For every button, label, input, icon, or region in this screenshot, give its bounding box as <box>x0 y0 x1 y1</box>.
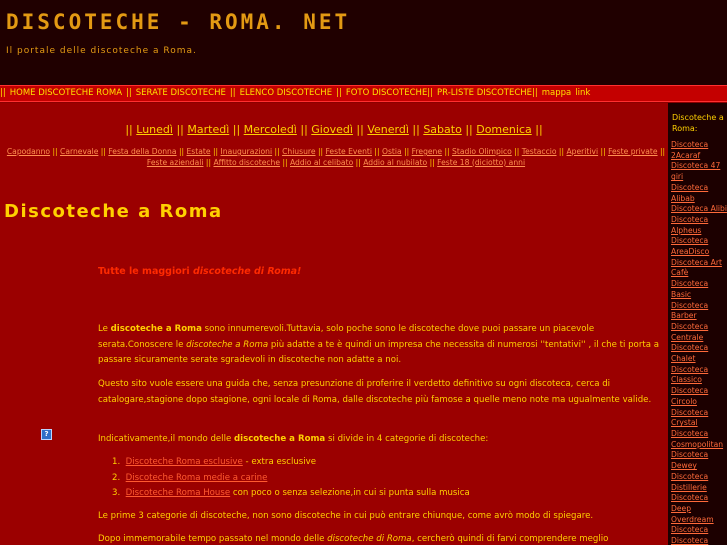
sidebar-item <box>671 161 727 182</box>
list-number: 3. <box>112 488 121 498</box>
sidebar-link[interactable]: Discoteca 2Acaraf <box>671 140 709 160</box>
sidebar-item <box>671 258 727 279</box>
event-link[interactable]: Capodanno <box>6 147 51 156</box>
event-separator: || <box>558 147 565 156</box>
intro-text-2: sono innumerevoli.Tuttavia, solo poche sono le discoteche dove puoi passare un piacevole serata.Conoscere le <box>98 324 595 350</box>
event-separator: || <box>205 157 212 167</box>
event-link[interactable]: Festa della Donna <box>108 147 177 156</box>
day-link[interactable]: Lunedì <box>136 123 173 136</box>
sidebar-link[interactable]: Discoteca Classico <box>671 364 709 385</box>
nav-link[interactable]: SERATE DISCOTECHE <box>135 88 226 98</box>
event-link[interactable]: Testaccio <box>521 147 557 156</box>
nav-link[interactable]: HOME DISCOTECHE ROMA <box>9 88 123 98</box>
day-separator: || <box>176 123 184 136</box>
closing-text-1: Dopo immemorabile tempo passato nel mondo delle <box>98 534 328 544</box>
weekday-nav <box>0 123 668 136</box>
event-separator: || <box>404 147 410 156</box>
categories-intro-paragraph <box>98 432 668 448</box>
intro-text-3: più adatte a te è quindi un impresa che necessita di numerosi ''tentativi'' , il che ti porta a passare sicuramente serate sgradevoli in discoteche non adatte a noi. <box>98 339 659 365</box>
nav-separator: || <box>126 88 132 98</box>
day-separator: || <box>535 123 543 136</box>
main-content <box>0 103 668 545</box>
categories-text-2: si divide in 4 categorie di discoteche: <box>325 434 489 444</box>
list-description: - extra esclusive <box>242 457 317 467</box>
category-link[interactable]: Discoteche Roma House <box>125 488 231 498</box>
day-separator: || <box>125 123 133 136</box>
sidebar-link[interactable]: Discoteca Centrale <box>671 321 709 342</box>
sidebar-item <box>671 183 727 204</box>
day-separator: || <box>356 123 364 136</box>
event-link[interactable]: Stadio Olimpico <box>452 147 512 156</box>
list-item <box>112 486 470 502</box>
sidebar-link[interactable]: Discoteca Cosmopolitan <box>671 428 724 449</box>
nav-link[interactable]: PR-LISTE DISCOTECHE|| <box>437 88 538 98</box>
day-link[interactable]: Martedì <box>187 123 230 136</box>
event-link[interactable]: Affitto discoteche <box>213 157 281 167</box>
day-separator: || <box>412 123 420 136</box>
categories-bold: discoteche a Roma <box>233 434 326 444</box>
day-link[interactable]: Mercoledì <box>243 123 297 136</box>
event-separator: || <box>282 157 288 167</box>
nav-separator: || <box>0 88 6 98</box>
site-subtitle: Il portale delle discoteche a Roma. <box>6 46 197 56</box>
closing-italic: discoteche di Roma <box>327 534 412 544</box>
event-separator: || <box>100 147 106 156</box>
sidebar-item <box>671 408 727 429</box>
nav-link[interactable]: mappa <box>541 88 572 98</box>
tagline-italic: discoteche di Roma! <box>192 266 302 277</box>
event-link[interactable]: Aperitivi <box>566 147 599 156</box>
day-link[interactable]: Venerdì <box>367 123 409 136</box>
sidebar-item <box>671 236 727 257</box>
day-link[interactable]: Domenica <box>476 123 532 136</box>
event-separator: || <box>600 147 606 156</box>
day-link[interactable]: Sabato <box>423 123 462 136</box>
sidebar-item <box>671 322 727 343</box>
sidebar-link[interactable]: Discoteca Dewey <box>671 450 709 471</box>
sidebar-item <box>671 386 727 407</box>
category-link[interactable]: Discoteche Roma esclusive <box>125 457 243 467</box>
sidebar-link[interactable]: Discoteca Deep Overdream <box>671 493 714 524</box>
intro-italic-1: discoteche a Roma <box>186 339 269 350</box>
sidebar-link[interactable]: Discoteca Art Cafè <box>671 257 722 278</box>
guide-paragraph: Questo sito vuole essere una guida che, senza presunzione di proferire il verdetto definitivo su ogni discoteca, cerca di catalogare,stagione dopo stagione, ogni locale di Roma, dalle discoteche più famose a quelle meno note ma ugualmente valide. <box>98 379 652 405</box>
sidebar-heading: Discoteche a Roma: <box>672 113 724 133</box>
sidebar-link[interactable]: Discoteca Circolo <box>671 386 709 406</box>
list-number: 1. <box>112 457 121 467</box>
sidebar-item <box>671 279 727 300</box>
sidebar-link[interactable]: Discoteca Chalet <box>671 343 709 364</box>
entry-paragraph: Le prime 3 categorie di discoteche, non sono discoteche in cui può entrare chiunque, come avrò modo di spiegare. <box>98 511 594 521</box>
closing-text-2: , cercherò quindi di farvi comprendere meglio <box>411 534 609 544</box>
event-separator: || <box>429 157 435 167</box>
event-link[interactable]: Feste 18 (diciotto) anni <box>437 157 526 167</box>
event-separator: || <box>212 147 219 156</box>
event-separator: || <box>52 147 58 156</box>
tagline-prefix: Tutte le maggiori <box>98 266 193 277</box>
sidebar-item <box>671 450 727 471</box>
intro-bold-1: discoteche a Roma <box>110 324 202 334</box>
nav-link[interactable]: ELENCO DISCOTECHE <box>239 88 333 98</box>
event-separator: || <box>514 147 520 156</box>
sidebar-item <box>671 301 727 322</box>
category-link[interactable]: Discoteche Roma medie a carine <box>125 472 268 483</box>
categories-list <box>112 455 470 502</box>
list-item <box>112 471 470 487</box>
sidebar-link[interactable]: Discoteca Crystal <box>671 407 709 428</box>
sidebar-item <box>671 472 727 493</box>
site-title[interactable]: DISCOTECHE - ROMA. NET <box>6 10 351 34</box>
sidebar-link[interactable]: Discoteca Alibab <box>671 182 709 203</box>
sidebar-item <box>671 204 727 215</box>
event-separator: || <box>374 147 380 156</box>
top-navigation <box>0 85 727 102</box>
day-separator: || <box>465 123 473 136</box>
categories-text-1: Indicativamente,il mondo delle <box>98 434 234 444</box>
list-description: con poco o senza selezione,in cui si punta sulla musica <box>230 488 470 498</box>
sidebar-item <box>671 343 727 364</box>
intro-text-1: Le <box>98 324 111 334</box>
site-header <box>0 0 727 85</box>
event-link[interactable]: Carnevale <box>60 147 99 156</box>
tagline <box>98 266 301 277</box>
day-separator: || <box>300 123 308 136</box>
event-separator: || <box>659 147 666 156</box>
sidebar <box>668 103 727 545</box>
event-link[interactable]: Chiusure <box>282 147 316 156</box>
nav-link[interactable]: FOTO DISCOTECHE|| <box>345 88 434 98</box>
nav-link[interactable]: link <box>575 88 591 98</box>
event-separator: || <box>355 157 361 167</box>
sidebar-link[interactable]: Discoteca AreaDisco <box>671 236 710 257</box>
closing-paragraph <box>98 532 668 545</box>
help-icon[interactable]: ? <box>41 429 52 440</box>
event-link[interactable]: Feste aziendali <box>146 157 204 167</box>
sidebar-link[interactable]: Discoteca Barber <box>671 300 709 321</box>
sidebar-link[interactable]: Discoteca Alibi <box>671 204 727 214</box>
event-link[interactable]: Feste Eventi <box>325 147 372 156</box>
event-link[interactable]: Ostia <box>381 147 402 156</box>
event-link[interactable]: Inaugurazioni <box>220 147 273 156</box>
nav-separator: || <box>229 88 236 98</box>
intro-paragraph <box>98 322 668 369</box>
sidebar-item <box>671 493 727 525</box>
event-separator: || <box>178 147 185 156</box>
sidebar-item <box>671 215 727 236</box>
event-link[interactable]: Estate <box>186 147 211 156</box>
day-link[interactable]: Giovedì <box>311 123 353 136</box>
event-separator: || <box>317 147 324 156</box>
list-item <box>112 455 470 471</box>
event-link[interactable]: Fregene <box>411 147 443 156</box>
event-link[interactable]: Addio al nubilato <box>363 157 428 167</box>
event-separator: || <box>274 147 280 156</box>
sidebar-link[interactable]: Discoteca Discoteca <box>671 525 709 545</box>
sidebar-item <box>671 429 727 450</box>
sidebar-link[interactable]: Discoteca Alpheus <box>671 214 709 235</box>
day-separator: || <box>232 123 241 136</box>
sidebar-links <box>668 140 727 545</box>
nav-separator: || <box>336 88 342 98</box>
list-number: 2. <box>112 472 121 483</box>
sidebar-item <box>671 365 727 386</box>
sidebar-item <box>671 525 727 545</box>
event-nav <box>4 147 668 168</box>
sidebar-link[interactable]: Discoteca Basic <box>671 279 709 299</box>
event-link[interactable]: Addio al celibato <box>290 157 354 167</box>
sidebar-link[interactable]: Discoteca 47 giri <box>671 161 721 182</box>
sidebar-link[interactable]: Discoteca Distillerie <box>671 471 709 492</box>
sidebar-item <box>671 140 727 161</box>
page-heading: Discoteche a Roma <box>4 201 223 222</box>
event-separator: || <box>444 147 450 156</box>
event-link[interactable]: Feste private <box>608 147 658 156</box>
